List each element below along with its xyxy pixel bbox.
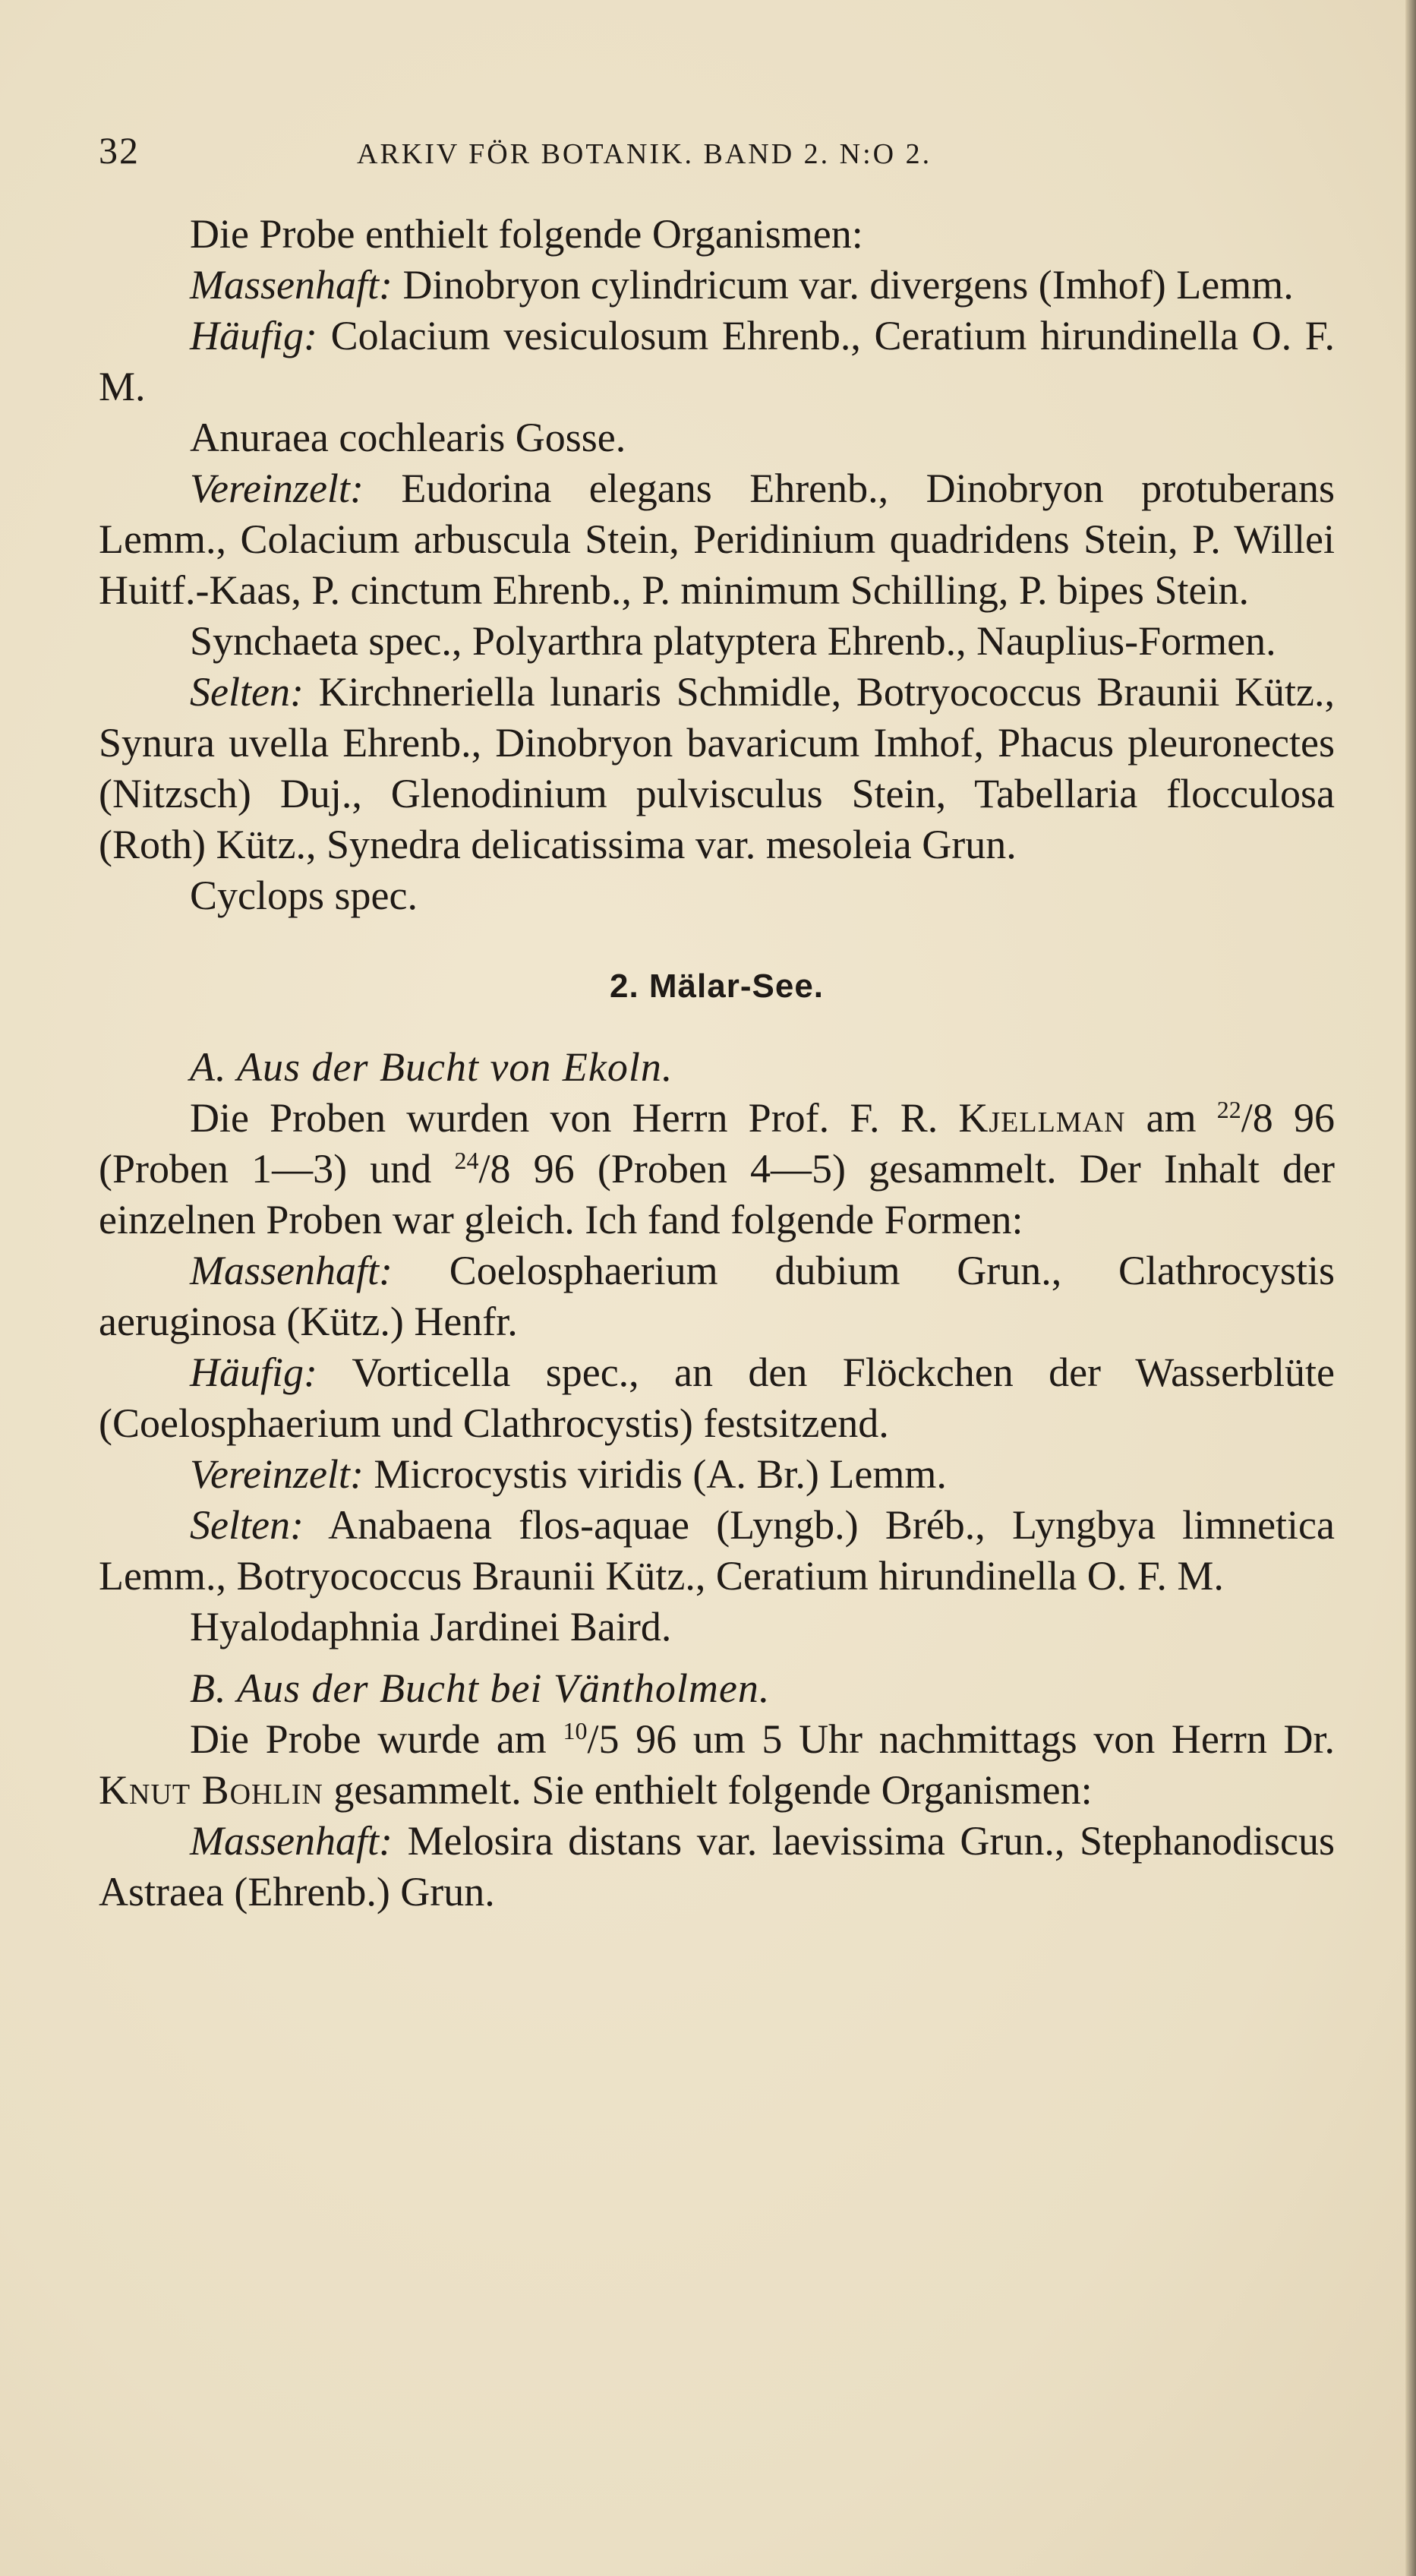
b-massenhaft-text: Melosira distans var. laevissima Grun., Stephanodiscus Astraea (Ehrenb.) Grun.	[99, 1818, 1335, 1915]
b-massenhaft-label: Massenhaft:	[190, 1818, 393, 1864]
b-date-rest: /5 96 um 5 Uhr nachmittags von Herrn Dr.	[587, 1716, 1335, 1762]
synchaeta-paragraph: Synchaeta spec., Polyarthra platyptera Ehrenb., Nauplius-Formen.	[190, 618, 1276, 664]
date-day-1: 22	[1216, 1096, 1241, 1123]
a-selten-label: Selten:	[190, 1502, 304, 1548]
a-haufig-label: Häufig:	[190, 1350, 317, 1395]
a-selten-paragraph	[99, 1500, 1335, 1602]
a-haufig-text: Vorticella spec., an den Flöckchen der Wasserblüte (Coelosphaerium und Clathrocystis) festsitzend.	[99, 1350, 1335, 1446]
page-content	[99, 125, 1335, 1918]
a-intro-paragraph	[99, 1093, 1335, 1245]
a-selten-text: Anabaena flos-aquae (Lyngb.) Bréb., Lyngbya limnetica Lemm., Botryococcus Braunii Kütz., Ceratium hirundinella O. F. M.	[99, 1502, 1335, 1599]
a-vereinzelt-label: Vereinzelt:	[190, 1451, 364, 1497]
a-hyalodaphnia-paragraph: Hyalodaphnia Jardinei Baird.	[190, 1604, 672, 1649]
running-header	[99, 125, 1335, 180]
massenhaft-paragraph	[99, 260, 1335, 311]
haufig-paragraph	[99, 311, 1335, 412]
vereinzelt-paragraph	[99, 463, 1335, 616]
a-massenhaft-paragraph	[99, 1245, 1335, 1347]
subsection-b-heading: B. Aus der Bucht bei Väntholmen.	[190, 1665, 771, 1711]
a-vereinzelt-text: Microcystis viridis (A. Br.) Lemm.	[363, 1451, 947, 1497]
collector-name: Kjellman	[958, 1095, 1126, 1141]
intro-paragraph: Die Probe enthielt folgende Organismen:	[190, 211, 863, 257]
b-intro-text-2: gesammelt. Sie enthielt folgende Organismen:	[323, 1767, 1093, 1813]
a-haufig-paragraph	[99, 1347, 1335, 1449]
vereinzelt-label: Vereinzelt:	[190, 466, 364, 511]
page-edge-shadow	[1405, 0, 1416, 2576]
a-massenhaft-text: Coelosphaerium dubium Grun., Clathrocystis aeruginosa (Kütz.) Henfr.	[99, 1248, 1335, 1344]
massenhaft-label: Massenhaft:	[190, 262, 393, 308]
selten-label: Selten:	[190, 669, 304, 715]
a-massenhaft-label: Massenhaft:	[190, 1248, 393, 1293]
selten-paragraph	[99, 667, 1335, 870]
haufig-label: Häufig:	[190, 313, 317, 358]
date-rest-1: /8 96 (Proben 1—3) und	[99, 1095, 1335, 1192]
a-intro-text-2: am	[1125, 1095, 1217, 1141]
vereinzelt-text: Eudorina elegans Ehrenb., Dinobryon protuberans Lemm., Colacium arbuscula Stein, Peridinium quadridens Stein, P. Willei Huitf.-Kaas, P. cinctum Ehrenb., P. minimum Schilling, P. bipes Stein.	[99, 466, 1335, 613]
b-intro-paragraph	[99, 1714, 1335, 1816]
section-title: 2. Mälar-See.	[609, 968, 825, 1005]
page-number: 32	[99, 129, 140, 172]
b-collector-name: Knut Bohlin	[99, 1767, 323, 1813]
a-vereinzelt-paragraph	[99, 1449, 1335, 1500]
haufig-text: Colacium vesiculosum Ehrenb., Ceratium hirundinella O. F. M.	[99, 313, 1335, 409]
b-intro-text: Die Probe wurde am	[190, 1716, 563, 1762]
anuraea-paragraph: Anuraea cochlearis Gosse.	[190, 415, 626, 460]
subsection-a-heading: A. Aus der Bucht von Ekoln.	[190, 1044, 673, 1090]
selten-text: Kirchneriella lunaris Schmidle, Botryococcus Braunii Kütz., Synura uvella Ehrenb., Dinobryon bavaricum Imhof, Phacus pleuronectes (Nitzsch) Duj., Glenodinium pulvisculus Stein, Tabellaria flocculosa (Roth) Kütz., Synedra delicatissima var. mesoleia Grun.	[99, 669, 1335, 867]
b-massenhaft-paragraph	[99, 1816, 1335, 1918]
a-intro-text: Die Proben wurden von Herrn Prof. F. R.	[190, 1095, 959, 1141]
b-date-day: 10	[563, 1717, 588, 1744]
running-title: ARKIV FÖR BOTANIK. BAND 2. N:O 2.	[357, 138, 932, 170]
date-rest-2: /8 96 (Proben 4—5) gesammelt. Der Inhalt der einzelnen Proben war gleich. Ich fand folgende Formen:	[99, 1146, 1336, 1242]
massenhaft-text: Dinobryon cylindricum var. divergens (Imhof) Lemm.	[392, 262, 1294, 308]
date-day-2: 24	[454, 1147, 479, 1174]
cyclops-paragraph: Cyclops spec.	[190, 873, 418, 918]
